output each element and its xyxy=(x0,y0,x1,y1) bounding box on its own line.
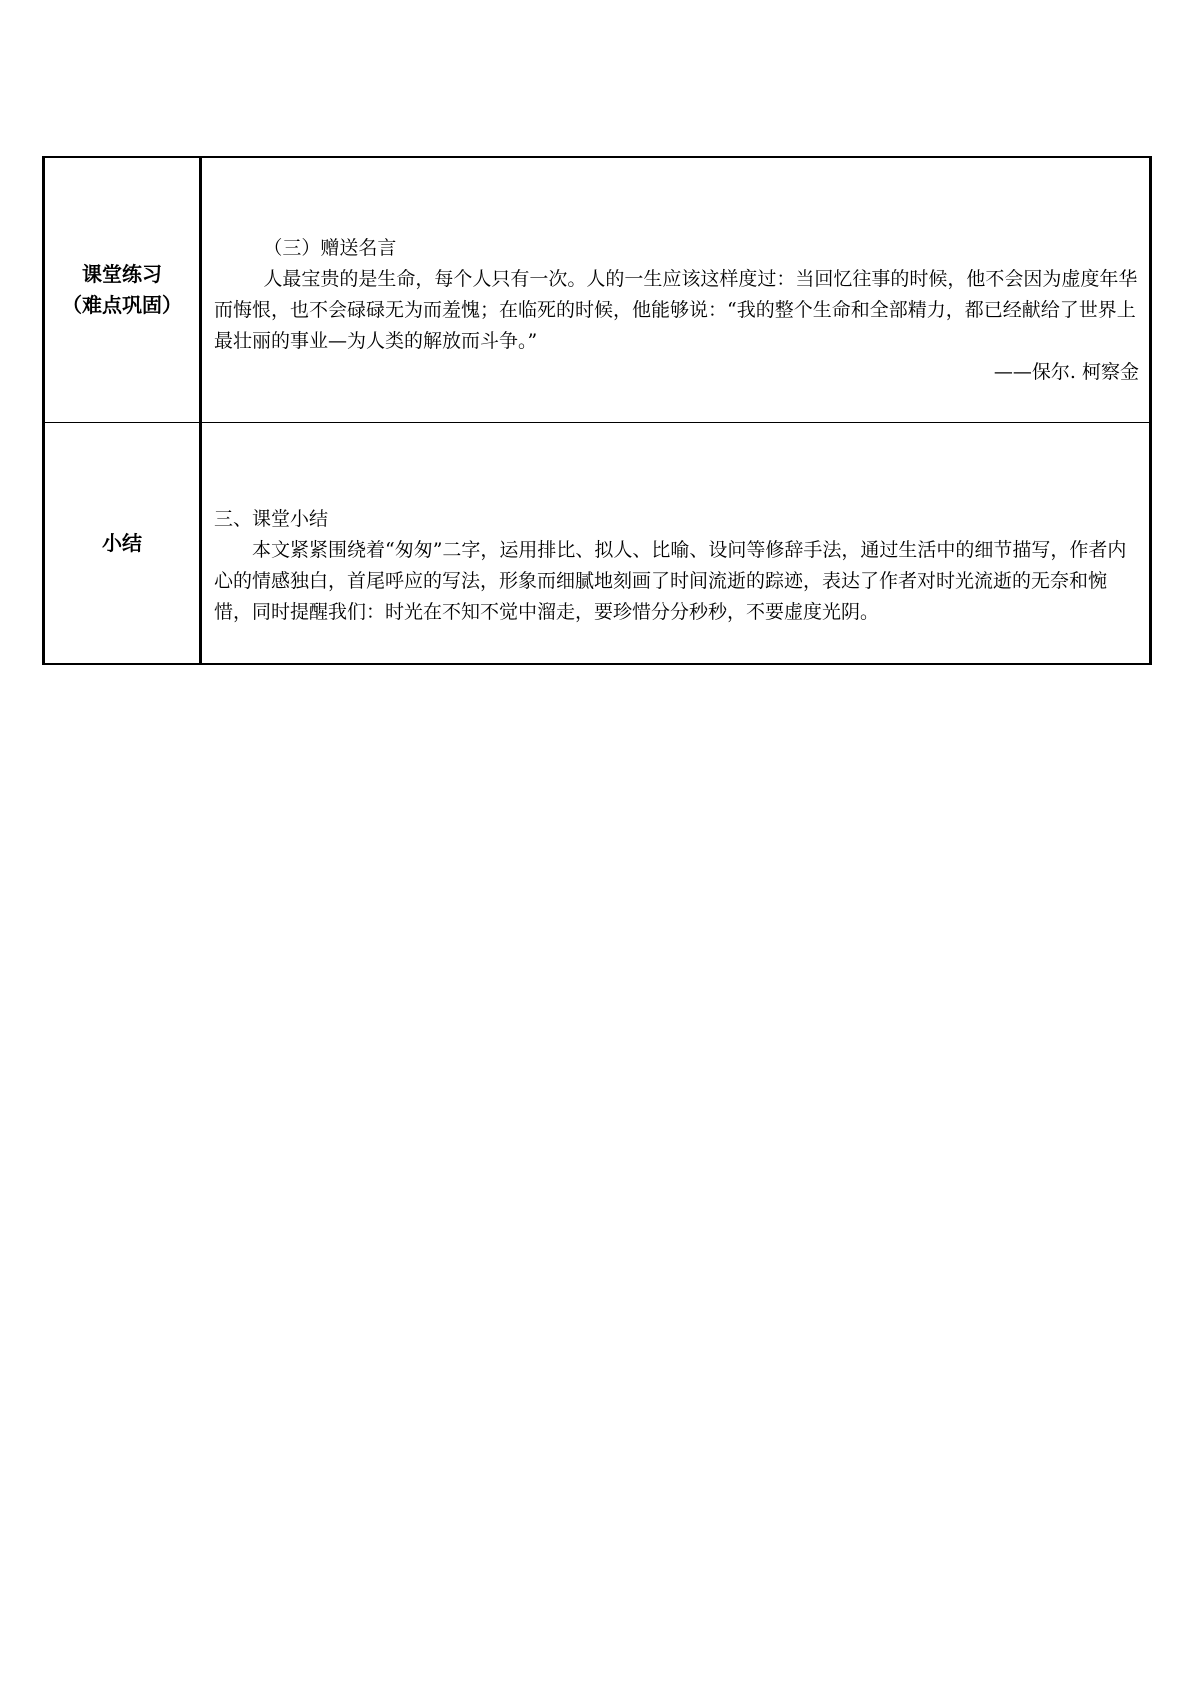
row-label-line-1: 课堂练习 xyxy=(82,262,162,286)
row-label-cell xyxy=(44,157,201,423)
summary-paragraph: 本文紧紧围绕着“匆匆”二字，运用排比、拟人、比喻、设问等修辞手法，通过生活中的细节描写，作者内心的情感独白，首尾呼应的写法，形象而细腻地刻画了时间流逝的踪迹，表达了作者对时光流逝的无奈和惋惜，同时提醒我们：时光在不知不觉中溜走，要珍惜分分秒秒，不要虚度光阴。 xyxy=(214,538,1127,623)
table-row-summary xyxy=(44,423,1151,665)
section-heading: （三）赠送名言 xyxy=(263,236,397,259)
lesson-plan-table xyxy=(42,156,1152,665)
quote-attribution: ——保尔. 柯察金 xyxy=(993,360,1139,383)
table-row-classroom-practice xyxy=(44,157,1151,423)
row-content-cell xyxy=(201,423,1151,665)
row-label-cell xyxy=(44,423,201,665)
section-heading: 三、课堂小结 xyxy=(214,507,329,530)
row-content-cell xyxy=(201,157,1151,423)
row-label: 小结 xyxy=(102,530,142,555)
quote-paragraph: 人最宝贵的是生命，每个人只有一次。人的一生应该这样度过：当回忆往事的时候，他不会因为虚度年华而悔恨，也不会碌碌无为而羞愧；在临死的时候，他能够说：“我的整个生命和全部精力，都已经献给了世界上最壮丽的事业—为人类的解放而斗争。” xyxy=(214,267,1138,352)
row-label-line-2: （难点巩固） xyxy=(62,293,182,317)
